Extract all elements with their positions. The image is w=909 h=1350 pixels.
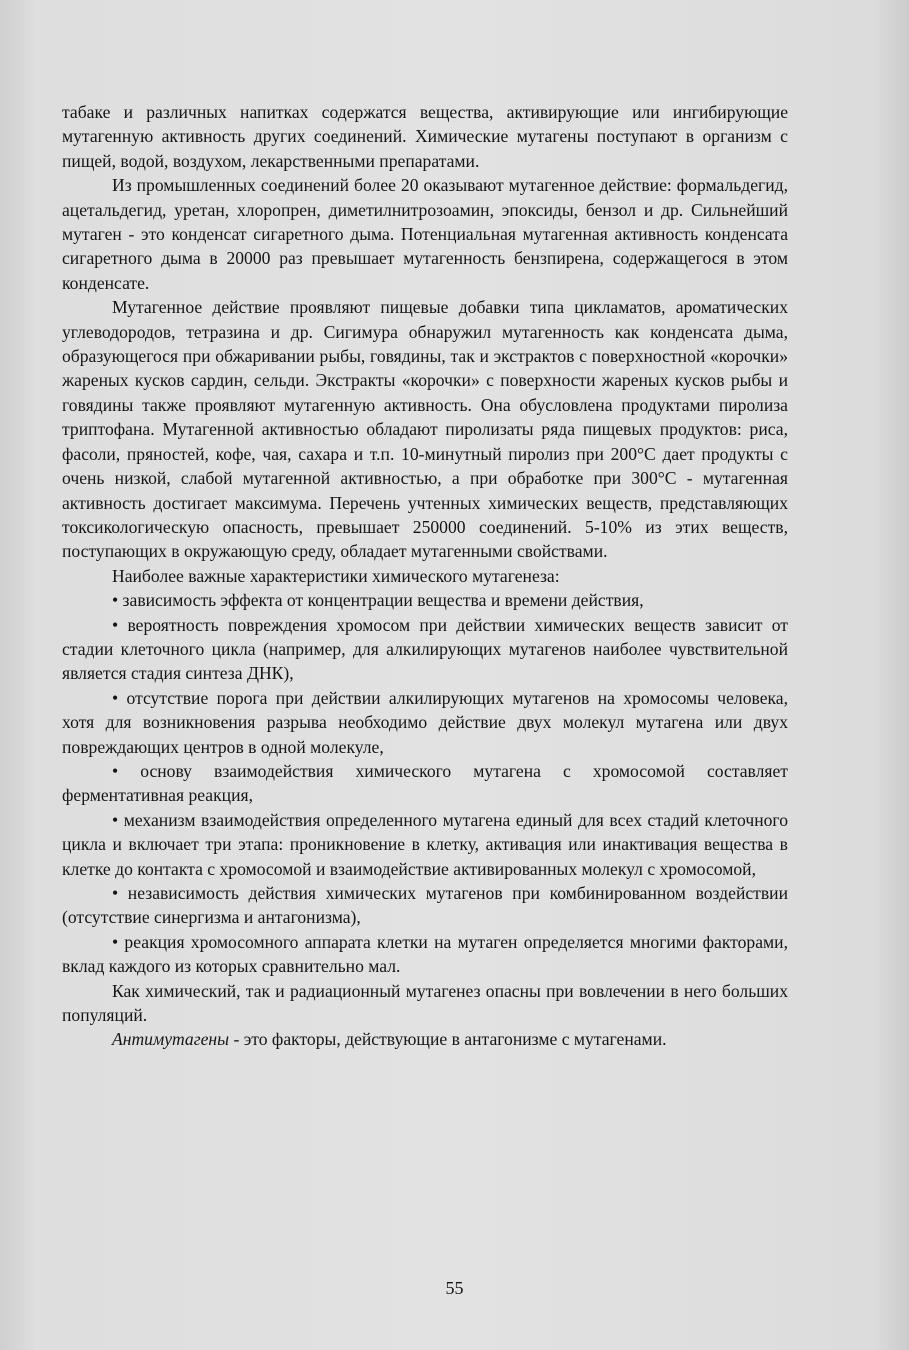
list-item-3: • отсутствие порога при действии алкилирующих мутагенов на хромосомы человека, хотя для возникновения разрыва необходимо действие двух молекул мутагена или двух повреждающих центров в одной молекуле, bbox=[62, 687, 788, 757]
body-text bbox=[62, 100, 788, 1052]
list-item-1: • зависимость эффекта от концентрации вещества и времени действия, bbox=[112, 590, 644, 611]
list-item-5: • механизм взаимодействия определенного мутагена единый для всех стадий клеточного цикла и включает три этапа: проникновение в клетку, активация или инактивация вещества в клетке до контакта с хромосомой и взаимодействие активированных молекул с хромосомой, bbox=[62, 809, 788, 879]
page-number: 55 bbox=[445, 1278, 464, 1298]
paragraph-3: Мутагенное действие проявляют пищевые добавки типа цикламатов, ароматических углеводородов, тетразина и др. Сигимура обнаружил мутагенность как конденсата дыма, образующегося при обжаривании рыбы, говядины, так и экстрактов с поверхностной «корочки» жареных кусков сардин, сельди. Экстракты «корочки» с поверхности жареных кусков рыбы и говядины также проявляют мутагенную активность. Она обусловлена продуктами пиролиза триптофана. Мутагенной активностью обладают пиролизаты ряда пищевых продуктов: риса, фасоли, пряностей, кофе, чая, сахара и т.п. 10-минутный пиролиз при 200°С дает продукты с очень низкой, слабой мутагенной активностью, а при обработке при 300°С - мутагенная активность достигает максимума. Перечень учтенных химических веществ, представляющих токсикологическую опасность, превышает 250000 соединений. 5-10% из этих веществ, поступающих в окружающую среду, обладает мутагенными свойствами. bbox=[62, 297, 788, 562]
list-item-7: • реакция хромосомного аппарата клетки на мутаген определяется многими факторами, вклад каждого из которых сравнительно мал. bbox=[62, 931, 788, 977]
paragraph-conclusion: Как химический, так и радиационный мутагенез опасны при вовлечении в него больших популяций. bbox=[62, 980, 788, 1026]
list-item-4: • основу взаимодействия химического мутагена с хромосомой составляет ферментативная реакция, bbox=[62, 760, 788, 806]
paragraph-2: Из промышленных соединений более 20 оказывают мутагенное действие: формальдегид, ацетальдегид, уретан, хлоропрен, диметилнитрозоамин, эпоксиды, бензол и др. Сильнейший мутаген - это конденсат сигаретного дыма. Потенциальная мутагенная активность конденсата сигаретного дыма в 20000 раз превышает мутагенность бензпирена, содержащегося в этом конденсате. bbox=[62, 175, 788, 293]
paragraph-1: табаке и различных напитках содержатся вещества, активирующие или ингибирующие мутагенную активность других соединений. Химические мутагены поступают в организм с пищей, водой, воздухом, лекарственными препаратами. bbox=[62, 102, 788, 171]
definition-antimutagens: - это факторы, действующие в антагонизме с мутагенами. bbox=[229, 1029, 667, 1050]
list-item-2: • вероятность повреждения хромосом при действии химических веществ зависит от стадии клеточного цикла (например, для алкилирующих мутагенов наиболее чувствительной является стадия синтеза ДНК), bbox=[62, 614, 788, 684]
list-intro: Наиболее важные характеристики химического мутагенеза: bbox=[112, 565, 560, 586]
term-antimutagens: Антимутагены bbox=[112, 1029, 230, 1050]
list-item-6: • независимость действия химических мутагенов при комбинированном воздействии (отсутствие синергизма и антагонизма), bbox=[62, 883, 788, 928]
paragraph-antimutagens bbox=[62, 1027, 788, 1051]
